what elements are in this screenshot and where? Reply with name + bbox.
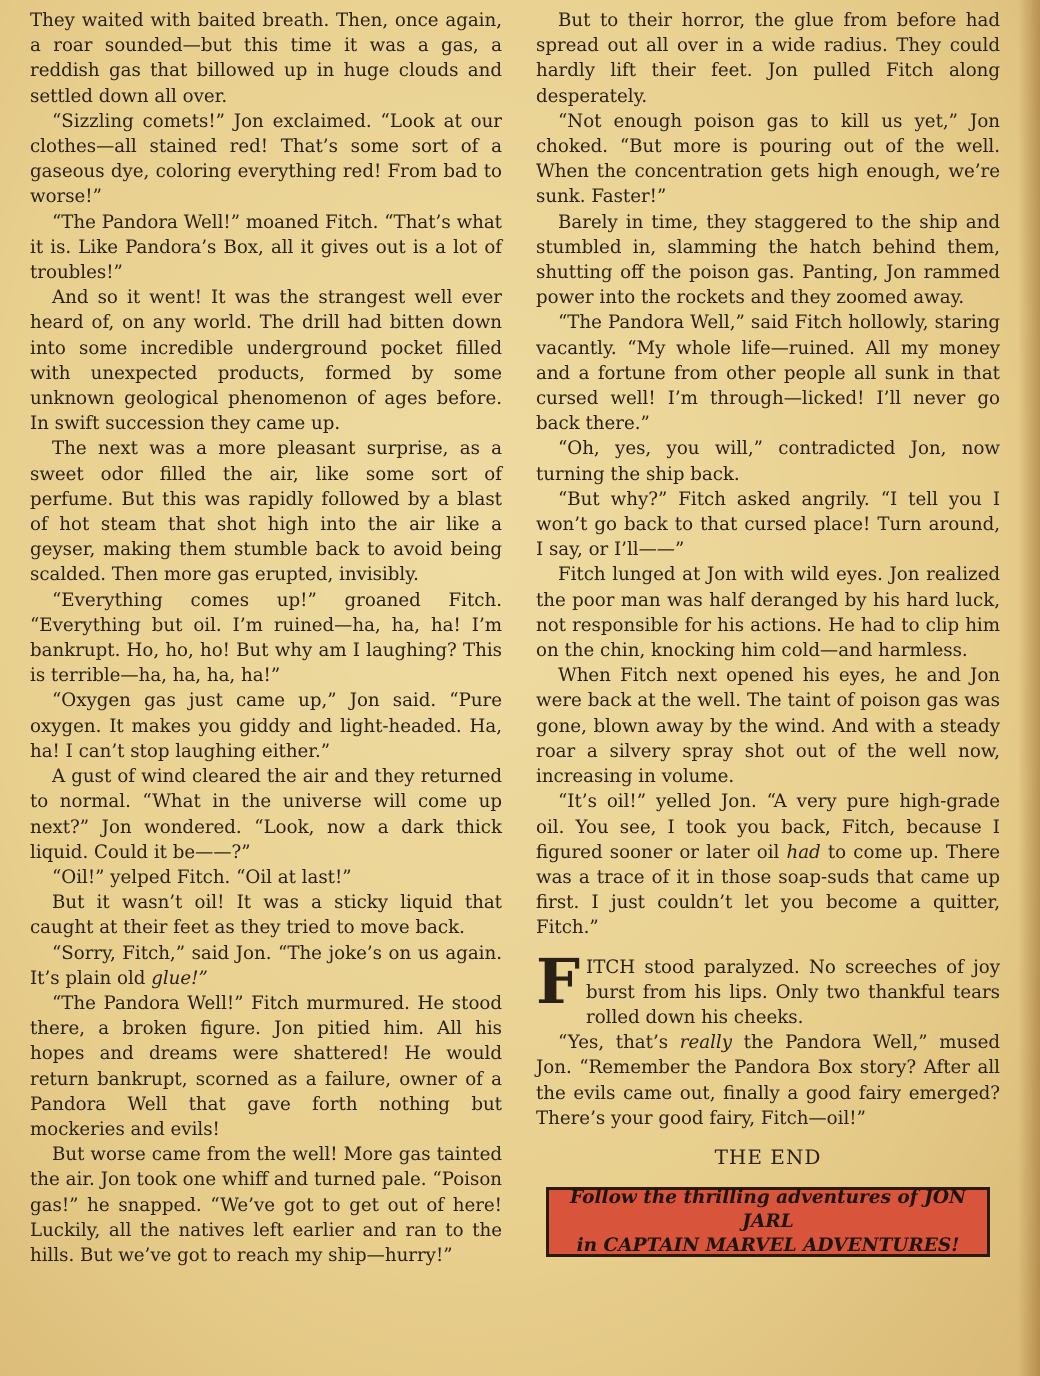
paragraph-text: “Sorry, Fitch,” said Jon. “The joke’s on us again. It’s plain old [30,942,502,989]
emphasis-text: really [679,1032,732,1054]
paragraph: “But why?” Fitch asked angrily. “I tell you I won’t go back to that cursed place! Turn around, I say, or I’ll——” [536,488,1000,561]
paragraph: A gust of wind cleared the air and they returned to normal. “What in the universe will come up next?” Jon wondered. “Look, now a dark thick liquid. Could it be——?” [30,766,502,863]
promo-box [546,1187,990,1257]
paragraph-text: to come up. There was a trace of it in those soap-suds that came up first. I just couldn’t let you become a quitter, Fitch.” [536,841,1000,939]
left-text-column [30,8,502,1268]
paragraph: “The Pandora Well!” moaned Fitch. “That’s what it is. Like Pandora’s Box, all it gives out is a lot of troubles!” [30,211,502,284]
paragraph: But it wasn’t oil! It was a sticky liquid that caught at their feet as they tried to move back. [30,892,502,939]
paragraph: “Oh, yes, you will,” contradicted Jon, now turning the ship back. [536,438,1000,485]
page-edge-shadow [1018,0,1040,1376]
promo-line-1: Follow the thrilling adventures of JON JARL [570,1186,966,1232]
paragraph: When Fitch next opened his eyes, he and Jon were back at the well. The taint of poison gas was gone, blown away by the wind. And with a steady roar a silvery spray shot out of the well now, increasing in volume. [536,665,1000,788]
paragraph-text: ITCH stood paralyzed. No screeches of joy burst from his lips. Only two thankful tears rolled down his cheeks. [586,956,1000,1028]
paragraph: And so it went! It was the strangest well ever heard of, on any world. The drill had bitten down into some incredible underground pocket filled with unexpected products, formed by some unknown geological phenomenon of ages before. In swift succession they came up. [30,287,502,435]
paragraph-text: “It’s oil!” yelled Jon. “A very pure high-grade oil. You see, I took you back, Fitch, because I figured sooner or later oil [536,791,1000,863]
paragraph: “Not enough poison gas to kill us yet,” Jon choked. “But more is pouring out of the well. When the concentration gets high enough, we’re sunk. Faster!” [536,110,1000,208]
paragraph [536,789,1000,940]
paragraph: “Oxygen gas just came up,” Jon said. “Pure oxygen. It makes you giddy and light-headed. Ha, ha! I can’t stop laughing either.” [30,690,502,762]
emphasis-text: glue!” [151,967,208,989]
paragraph-text: the Pandora Well,” mused Jon. “Remember the Pandora Box story? After all the evils came out, finally a good fairy emerged? There’s your good fairy, Fitch—oil!” [536,1032,1000,1129]
promo-line-2: in CAPTAIN MARVEL ADVENTURES! [576,1234,960,1256]
paragraph [536,944,1000,1031]
paragraph-text: “Yes, that’s [558,1032,680,1054]
the-end-label: THE END [714,1144,822,1169]
paragraph: “Sizzling comets!” Jon exclaimed. “Look at our clothes—all stained red! That’s some sort of a gaseous dye, coloring everything red! From bad to worse!” [30,110,502,208]
paragraph: But to their horror, the glue from before had spread out all over in a wide radius. They could hardly lift their feet. Jon pulled Fitch along desperately. [536,10,1000,107]
paragraph [30,941,502,991]
paragraph: They waited with baited breath. Then, once again, a roar sounded—but this time it was a gas, a reddish gas that billowed up in huge clouds and settled down all over. [30,10,502,107]
promo-text [549,1186,987,1258]
paragraph: “Everything comes up!” groaned Fitch. “Everything but oil. I’m ruined—ha, ha, ha! I’m bankrupt. Ho, ho, ho! But why am I laughing? This is terrible—ha, ha, ha, ha!” [30,589,502,687]
paragraph: But worse came from the well! More gas tainted the air. Jon took one whiff and turned pale. “Poison gas!” he snapped. “We’ve got to get out of here! Luckily, all the natives left earlier and ran to the hills. But we’ve got to reach my ship—hurry!” [30,1144,502,1266]
right-text-column [536,8,1000,1257]
emphasis-text: had [786,841,821,863]
paragraph: “The Pandora Well!” Fitch murmured. He stood there, a broken figure. Jon pitied him. All his hopes and dreams were shattered! He would return bankrupt, scorned as a failure, owner of a Pandora Well that gave forth nothing but mockeries and evils! [30,992,502,1140]
paragraph: The next was a more pleasant surprise, as a sweet odor filled the air, like some sort of perfume. But this was rapidly followed by a blast of hot steam that shot high into the air like a geyser, making them stumble back to avoid being scalded. Then more gas erupted, invisibly. [30,438,502,586]
paragraph: Barely in time, they staggered to the ship and stumbled in, slamming the hatch behind them, shutting off the poison gas. Panting, Jon rammed power into the rockets and they zoomed away. [536,211,1000,309]
drop-cap: F [536,944,581,1018]
paragraph: “Oil!” yelped Fitch. “Oil at last!” [52,866,352,888]
paragraph: “The Pandora Well,” said Fitch hollowly, staring vacantly. “My whole life—ruined. All my money and a fortune from other people all sunk in that cursed well! I’m through—licked! I’ll never go back there.” [536,312,1000,435]
paragraph: Fitch lunged at Jon with wild eyes. Jon realized the poor man was half deranged by his hard luck, not responsible for his actions. He had to clip him on the chin, knocking him cold—and harmless. [536,564,1000,662]
paragraph [536,1030,1000,1131]
